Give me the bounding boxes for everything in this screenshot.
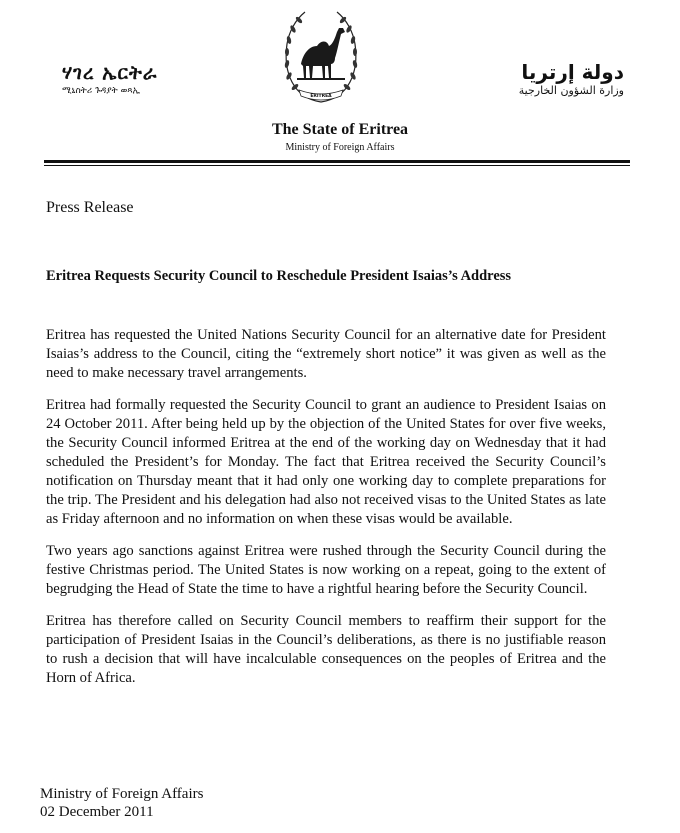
eritrea-emblem — [279, 6, 363, 110]
letterhead-arabic-subtitle: وزارة الشؤون الخارجية — [518, 84, 624, 97]
signature-issuer: Ministry of Foreign Affairs — [40, 786, 204, 802]
letterhead-tigrinya-subtitle: ሚኒስትሪ ጉዳያት ወጻኢ — [62, 86, 141, 96]
body-paragraph: Eritrea had formally requested the Security Council to grant an audience to President Isaias on 24 October 2011. After being held up by the objection of the United States for over five weeks, the Security Council informed Eritrea at the end of the working day on Wednesday that it had scheduled the President’s for Monday. The fact that Eritrea received the Security Council’s notification on Thursday meant that it had only one working day to complete preparations for the trip. The President and his delegation had also not received visas to the United States as late as Friday afternoon and no information on when these visas would be available. — [46, 397, 606, 527]
signature-block — [40, 785, 203, 821]
state-title: The State of Eritrea — [271, 121, 409, 138]
signature-date: 02 December 2011 — [40, 804, 154, 820]
letterhead-arabic-title: دولة إرتريا — [521, 60, 624, 84]
body-paragraph: Eritrea has requested the United Nations Security Council for an alternative date for President Isaias’s address to the Council, citing the “extremely short notice” it was given as well as the need to make necessary travel arrangements. — [46, 327, 606, 381]
header-divider-thin — [44, 165, 630, 166]
ministry-subtitle: Ministry of Foreign Affairs — [285, 142, 395, 153]
press-release-headline: Eritrea Requests Security Council to Reschedule President Isaias’s Address — [46, 268, 512, 284]
svg-text:ERITREA: ERITREA — [310, 94, 332, 99]
body-paragraph: Eritrea has therefore called on Security Council members to reaffirm their support for the participation of President Isaias in the Council’s deliberations, as there is no justifiable reason to rush a decision that will have incalculable consequences on the peoples of Eritrea and the Horn of Africa. — [46, 613, 606, 686]
letterhead-tigrinya-title: ሃገረ ኤርትራ — [62, 62, 158, 84]
header-divider — [44, 160, 630, 163]
letterhead-tigrinya — [62, 62, 262, 97]
camel-emblem-icon — [279, 6, 363, 110]
body-paragraph: Two years ago sanctions against Eritrea were rushed through the Security Council during the festive Christmas period. The United States is now working on a repeat, going to the extent of begrudging the Head of State the time to have a rightful hearing before the Security Council. — [46, 543, 606, 597]
document-type-label: Press Release — [46, 199, 134, 216]
press-release-body — [46, 326, 606, 701]
letterhead-arabic — [414, 60, 624, 98]
